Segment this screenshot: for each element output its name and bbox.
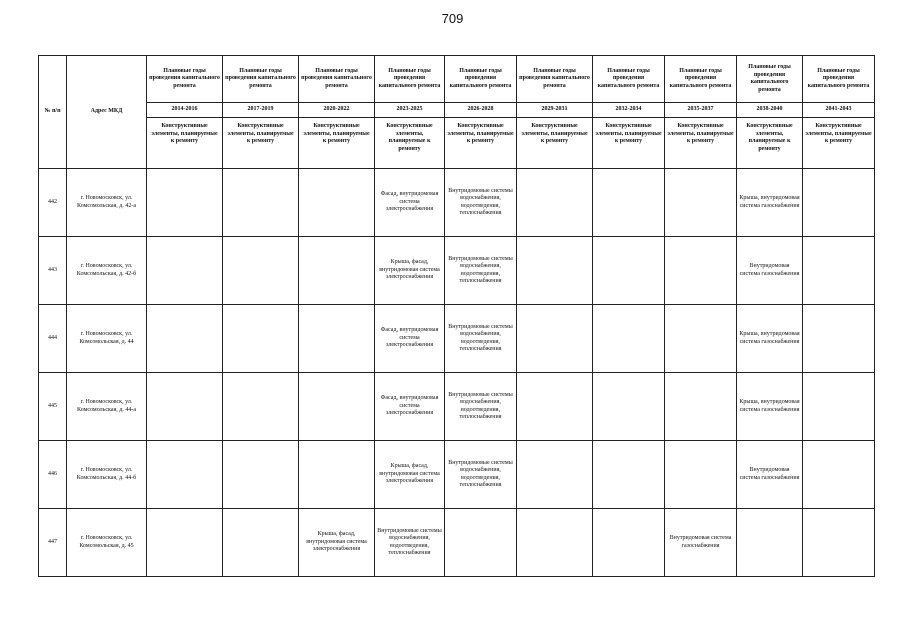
capital-repair-table [38, 55, 875, 577]
table-cell [147, 305, 223, 373]
column-header-planned-years: Плановые годы проведения капитального ремонта [803, 56, 875, 103]
table-row [39, 237, 875, 305]
table-cell [665, 373, 737, 441]
year-range-header: 2041-2043 [803, 103, 875, 118]
elements-header: Конструктивные элементы, планируемые к ремонту [299, 118, 375, 169]
year-range-header: 2014-2016 [147, 103, 223, 118]
table-cell [517, 441, 593, 509]
column-header-planned-years: Плановые годы проведения капитального ремонта [299, 56, 375, 103]
table-cell [147, 373, 223, 441]
table-cell [517, 305, 593, 373]
row-address: г. Новомосковск, ул. Комсомольская, д. 42-б [67, 237, 147, 305]
table-cell [147, 169, 223, 237]
table-cell: Крыша, фасад, внутридомовая система электроснабжения [375, 237, 445, 305]
year-range-header: 2020-2022 [299, 103, 375, 118]
column-header-planned-years: Плановые годы проведения капитального ремонта [223, 56, 299, 103]
table-cell [299, 305, 375, 373]
year-range-header: 2017-2019 [223, 103, 299, 118]
table-cell [223, 441, 299, 509]
table-row [39, 169, 875, 237]
elements-header: Конструктивные элементы, планируемые к ремонту [593, 118, 665, 169]
elements-header: Конструктивные элементы, планируемые к ремонту [737, 118, 803, 169]
table-cell [299, 237, 375, 305]
table-cell [223, 237, 299, 305]
table-cell: Внутридомовые системы водоснабжения, водоотведения, теплоснабжения [445, 169, 517, 237]
table-cell [445, 509, 517, 577]
year-range-header: 2029-2031 [517, 103, 593, 118]
table-cell [299, 441, 375, 509]
table-cell: Фасад, внутридомовая система электроснабжения [375, 169, 445, 237]
column-header-planned-years: Плановые годы проведения капитального ремонта [517, 56, 593, 103]
table-cell [665, 237, 737, 305]
table-cell: Внутридомовые системы водоснабжения, водоотведения, теплоснабжения [445, 373, 517, 441]
table-cell [803, 305, 875, 373]
table-row [39, 373, 875, 441]
table-cell: Внутридомовые системы водоснабжения, водоотведения, теплоснабжения [445, 305, 517, 373]
column-header-address: Адрес МКД [67, 56, 147, 169]
page-number: 709 [441, 11, 464, 26]
elements-header: Конструктивные элементы, планируемые к ремонту [445, 118, 517, 169]
column-header-planned-years: Плановые годы проведения капитального ремонта [665, 56, 737, 103]
table-cell [299, 373, 375, 441]
table-cell [593, 237, 665, 305]
table-cell [299, 169, 375, 237]
row-number: 445 [39, 373, 67, 441]
table-cell [593, 305, 665, 373]
table-cell: Фасад, внутридомовая система электроснабжения [375, 373, 445, 441]
table-row [39, 509, 875, 577]
table-cell: Внутридомовые системы водоснабжения, водоотведения, теплоснабжения [375, 509, 445, 577]
table-row [39, 441, 875, 509]
table-cell: Крыша, внутридомовая система газоснабжения [737, 169, 803, 237]
table-cell [223, 373, 299, 441]
elements-header: Конструктивные элементы, планируемые к ремонту [223, 118, 299, 169]
column-header-number: № п/п [39, 56, 67, 169]
table-cell: Внутридомовые системы водоснабжения, водоотведения, теплоснабжения [445, 441, 517, 509]
row-number: 446 [39, 441, 67, 509]
table-cell [803, 237, 875, 305]
elements-header: Конструктивные элементы, планируемые к ремонту [517, 118, 593, 169]
row-number: 442 [39, 169, 67, 237]
header-row-years [39, 103, 875, 118]
table-cell: Внутридомовые системы водоснабжения, водоотведения, теплоснабжения [445, 237, 517, 305]
elements-header: Конструктивные элементы, планируемые к ремонту [147, 118, 223, 169]
column-header-planned-years: Плановые годы проведения капитального ремонта [445, 56, 517, 103]
row-address: г. Новомосковск, ул. Комсомольская, д. 44 [67, 305, 147, 373]
table-row [39, 305, 875, 373]
row-number: 447 [39, 509, 67, 577]
table-cell [665, 169, 737, 237]
header-row-titles [39, 56, 875, 103]
table-cell [803, 373, 875, 441]
row-address: г. Новомосковск, ул. Комсомольская, д. 44-б [67, 441, 147, 509]
table-cell: Внутридомовая система газоснабжения [737, 441, 803, 509]
table-cell [737, 509, 803, 577]
row-address: г. Новомосковск, ул. Комсомольская, д. 44-а [67, 373, 147, 441]
table-cell [665, 305, 737, 373]
table-cell [223, 305, 299, 373]
table-cell: Фасад, внутридомовая система электроснабжения [375, 305, 445, 373]
column-header-planned-years: Плановые годы проведения капитального ремонта [737, 56, 803, 103]
year-range-header: 2026-2028 [445, 103, 517, 118]
column-header-planned-years: Плановые годы проведения капитального ремонта [147, 56, 223, 103]
row-address: г. Новомосковск, ул. Комсомольская, д. 42-а [67, 169, 147, 237]
table-cell [517, 169, 593, 237]
table-cell [593, 441, 665, 509]
table-cell [147, 441, 223, 509]
table-cell: Крыша, внутридомовая система газоснабжения [737, 305, 803, 373]
year-range-header: 2023-2025 [375, 103, 445, 118]
table-cell [593, 169, 665, 237]
table-cell: Внутридомовая система газоснабжения [665, 509, 737, 577]
table-cell: Крыша, фасад, внутридомовая система электроснабжения [375, 441, 445, 509]
table-cell: Крыша, фасад, внутридомовая система электроснабжения [299, 509, 375, 577]
table-cell [147, 237, 223, 305]
table-cell [803, 509, 875, 577]
table-cell [803, 441, 875, 509]
table-cell [665, 441, 737, 509]
table-cell [593, 509, 665, 577]
table-cell [517, 237, 593, 305]
elements-header: Конструктивные элементы, планируемые к ремонту [803, 118, 875, 169]
row-number: 443 [39, 237, 67, 305]
table-cell [223, 509, 299, 577]
table-cell: Внутридомовая система газоснабжения [737, 237, 803, 305]
year-range-header: 2035-2037 [665, 103, 737, 118]
table-cell [223, 169, 299, 237]
table-cell [517, 373, 593, 441]
row-number: 444 [39, 305, 67, 373]
row-address: г. Новомосковск, ул. Комсомольская, д. 45 [67, 509, 147, 577]
table-cell: Крыша, внутридомовая система газоснабжения [737, 373, 803, 441]
header-row-elements [39, 118, 875, 169]
table-cell [517, 509, 593, 577]
year-range-header: 2038-2040 [737, 103, 803, 118]
elements-header: Конструктивные элементы, планируемые к ремонту [375, 118, 445, 169]
elements-header: Конструктивные элементы, планируемые к ремонту [665, 118, 737, 169]
column-header-planned-years: Плановые годы проведения капитального ремонта [593, 56, 665, 103]
table-cell [147, 509, 223, 577]
column-header-planned-years: Плановые годы проведения капитального ремонта [375, 56, 445, 103]
table-cell [593, 373, 665, 441]
year-range-header: 2032-2034 [593, 103, 665, 118]
table-cell [803, 169, 875, 237]
